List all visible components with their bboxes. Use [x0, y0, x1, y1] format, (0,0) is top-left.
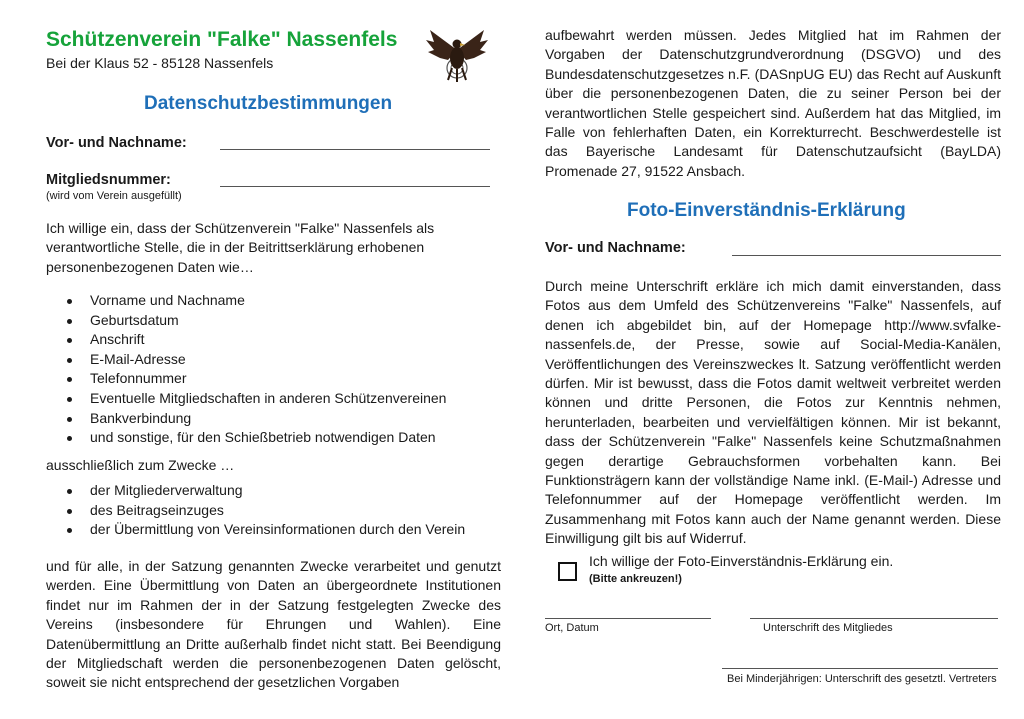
privacy-body-left: und für alle, in der Satzung genannten Zwecke verarbeitet und genutzt werden. Eine Übermittlung von Daten an übergeordnete Institutionen findet nur im Rahmen der in der Satzung festgelegten Zwecke des Vereins (insbesondere für Ehrungen und Wahlen). Eine Datenübermittlung an Dritte außerhalb findet nicht statt. Bei Beendigung der Mitgliedschaft werden die personenbezogenen Daten gelöscht, soweit sie nicht entsprechend der gesetzlichen Vorgaben [46, 558, 501, 691]
data-items-list [46, 291, 446, 448]
privacy-intro: Ich willige ein, dass der Schützenverein "Falke" Nassenfels als verantwortliche Stelle, die in der Beitrittserklärung erhobenen personenbezogenen Daten wie… [46, 220, 435, 275]
photo-name-label: Vor- und Nachname: [545, 240, 686, 256]
privacy-body-right: aufbewahrt werden müssen. Jedes Mitglied hat im Rahmen der Vorgaben der Datenschutzgrundverordnung (DSGVO) und des Bundesdatenschutzgesetzes n.F. (DASnpUG EU) das Recht auf Auskunft über die personenbezogenen Daten, die zu seiner Person bei der verantwortlichen Stelle gespeichert sind. Außerdem hat das Mitglied, im Falle von fehlerhaften Daten, ein Korrekturrecht. Beschwerdestelle ist das Bayerische Landesamt für Datenschutzaufsicht (BayLDA) Promenade 27, 91522 Ansbach. [545, 27, 1001, 179]
photo-consent-checkbox[interactable] [558, 562, 577, 581]
photo-heading: Foto-Einverständnis-Erklärung [627, 200, 906, 221]
list-item: des Beitragseinzuges [46, 501, 465, 521]
purpose-items-list [46, 481, 465, 540]
photo-consent-hint: (Bitte ankreuzen!) [589, 573, 682, 585]
club-name: Schützenverein "Falke" Nassenfels [46, 28, 398, 51]
list-item: E-Mail-Adresse [46, 350, 446, 370]
photo-consent-label: Ich willige der Foto-Einverständnis-Erklärung ein. [589, 553, 894, 569]
member-signature-label: Unterschrift des Mitgliedes [763, 622, 893, 634]
list-item: der Übermittlung von Vereinsinformationen durch den Verein [46, 520, 465, 540]
place-date-line[interactable] [545, 618, 711, 619]
member-number-input-line[interactable] [220, 186, 490, 187]
club-address: Bei der Klaus 52 - 85128 Nassenfels [46, 55, 274, 71]
list-item: Vorname und Nachname [46, 291, 446, 311]
name-label: Vor- und Nachname: [46, 135, 187, 151]
list-item: Telefonnummer [46, 369, 446, 389]
list-item: Bankverbindung [46, 409, 446, 429]
list-item: der Mitgliederverwaltung [46, 481, 465, 501]
member-signature-line[interactable] [750, 618, 998, 619]
privacy-heading: Datenschutzbestimmungen [144, 93, 393, 114]
photo-name-input-line[interactable] [732, 255, 1001, 256]
list-item: und sonstige, für den Schießbetrieb notwendigen Daten [46, 428, 446, 448]
name-input-line[interactable] [220, 149, 490, 150]
photo-consent-body: Durch meine Unterschrift erkläre ich mich damit einverstanden, dass Fotos aus dem Umfeld des Schützenvereins "Falke" Nassenfels, auf denen ich abgebildet bin, auf der Homepage http://www.svfalke-nassenfels.de, der Presse, sowie auf Social-Media-Kanälen, Veröffentlichungen des Vereinszweckes lt. Satzung veröffentlicht werden dürfen. Mir ist bewusst, dass die Fotos damit weltweit verbreitet werden können und dritte Personen, die Fotos zur Kenntnis nehmen, herunterladen, bearbeiten und vervielfältigen können. Mir ist bekannt, dass der Schützenverein "Falke" Nassenfels keine Schutzmaßnahmen gegen derartige Gebrauchsformen vorbehalten kann. Bei Funktionsträgern kann der vollständige Name inkl. (E-Mail-) Adresse und Telefonnummer auf der Homepage veröffentlicht werden. Im Zusammenhang mit Fotos kann auch der Name genannt werden. Diese Einwilligung gilt bis auf Widerruf. [545, 278, 1001, 547]
eagle-logo-icon [424, 24, 490, 88]
guardian-signature-line[interactable] [722, 668, 998, 669]
guardian-signature-label: Bei Minderjährigen: Unterschrift des gesetztl. Vertreters [727, 673, 997, 685]
list-item: Eventuelle Mitgliedschaften in anderen Schützenvereinen [46, 389, 446, 409]
list-item: Anschrift [46, 330, 446, 350]
member-number-label: Mitgliedsnummer: [46, 172, 171, 188]
member-number-hint: (wird vom Verein ausgefüllt) [46, 190, 182, 202]
purpose-intro: ausschließlich zum Zwecke … [46, 457, 235, 473]
list-item: Geburtsdatum [46, 311, 446, 331]
place-date-label: Ort, Datum [545, 622, 599, 634]
